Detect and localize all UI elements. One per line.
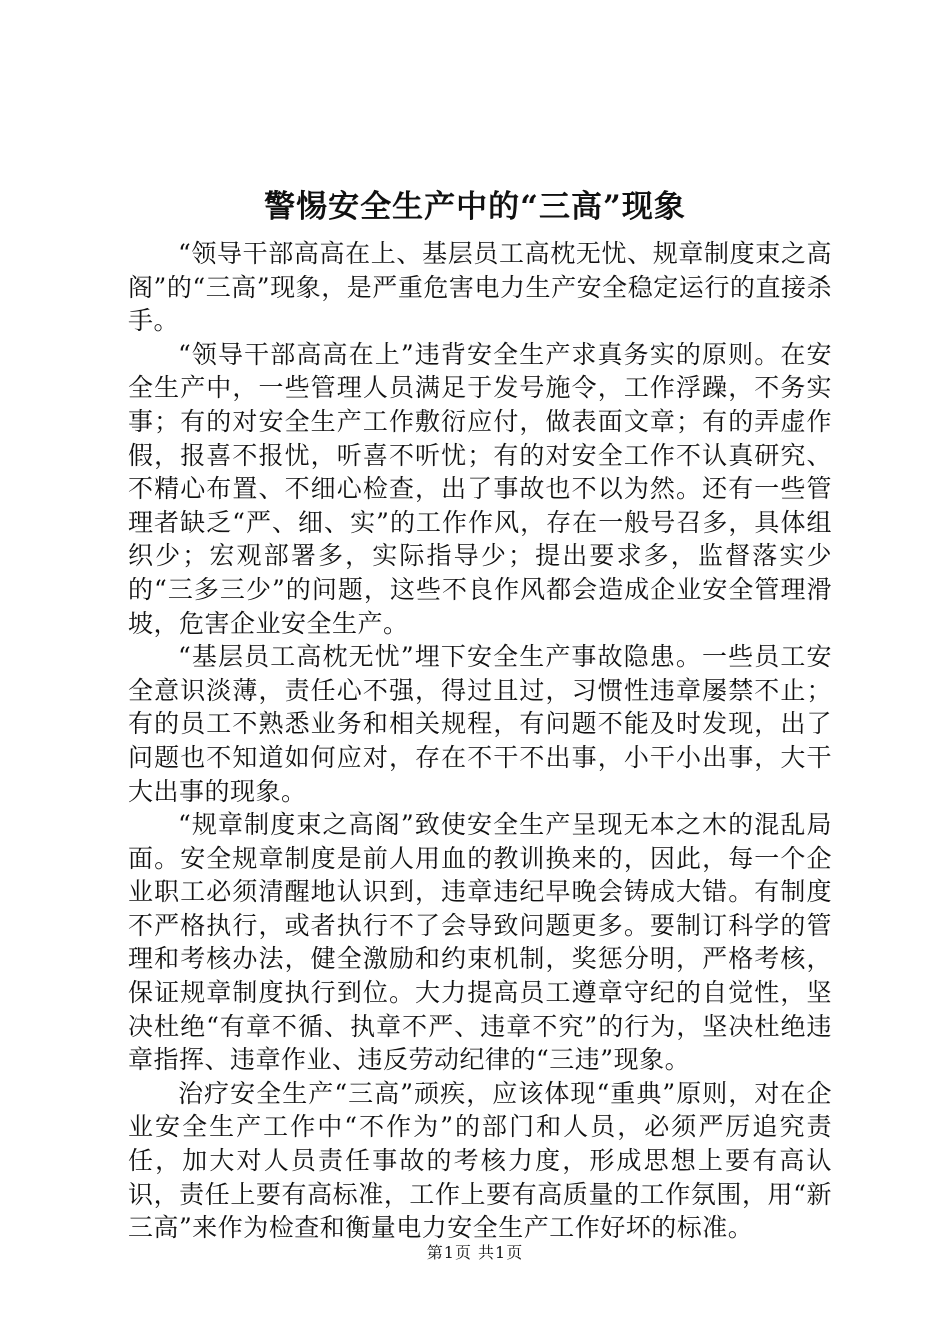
paragraph-rules: “规章制度束之高阁”致使安全生产呈现无本之木的混乱局面。安全规章制度是前人用血的教训换来的，因此，每一个企业职工必须清醒地认识到，违章违纪早晚会铸成大错。有制度不严格执行，或者执行不了会导致问题更多。要制订科学的管理和考核办法，健全激励和约束机制，奖惩分明，严格考核，保证规章制度执行到位。大力提高员工遵章守纪的自觉性，坚决杜绝“有章不循、执章不严、违章不究”的行为，坚决杜绝违章指挥、违章作业、违反劳动纪律的“三违”现象。 — [128, 810, 832, 1075]
paragraph-leaders: “领导干部高高在上”违背安全生产求真务实的原则。在安全生产中，一些管理人员满足于发号施令，工作浮躁，不务实事；有的对安全生产工作敷衍应付，做表面文章；有的弄虚作假，报喜不报忧，听喜不听忧；有的对安全工作不认真研究、不精心布置、不细心检查，出了事故也不以为然。还有一些管理者缺乏“严、细、实”的工作作风，存在一般号召多，具体组织少；宏观部署多，实际指导少；提出要求多，监督落实少的“三多三少”的问题，这些不良作风都会造成企业安全管理滑坡，危害企业安全生产。 — [128, 339, 832, 638]
document-body — [128, 237, 832, 1245]
document-title: 警惕安全生产中的“三高”现象 — [264, 189, 686, 225]
paragraph-intro: “领导干部高高在上、基层员工高枕无忧、规章制度束之高阁”的“三高”现象，是严重危害电力生产安全稳定运行的直接杀手。 — [128, 239, 832, 336]
page-footer: 第1页 共1页 — [426, 1243, 524, 1262]
paragraph-staff: “基层员工高枕无忧”埋下安全生产事故隐患。一些员工安全意识淡薄，责任心不强，得过且过，习惯性违章屡禁不止；有的员工不熟悉业务和相关规程，有问题不能及时发现，出了问题也不知道如何应对，存在不干不出事，小干小出事，大干大出事的现象。 — [128, 642, 832, 806]
paragraph-remedy: 治疗安全生产“三高”顽疾，应该体现“重典”原则，对在企业安全生产工作中“不作为”的部门和人员，必须严厉追究责任，加大对人员责任事故的考核力度，形成思想上要有高认识，责任上要有高标准，工作上要有高质量的工作氛围，用“新三高”来作为检查和衡量电力安全生产工作好坏的标准。 — [128, 1078, 832, 1243]
